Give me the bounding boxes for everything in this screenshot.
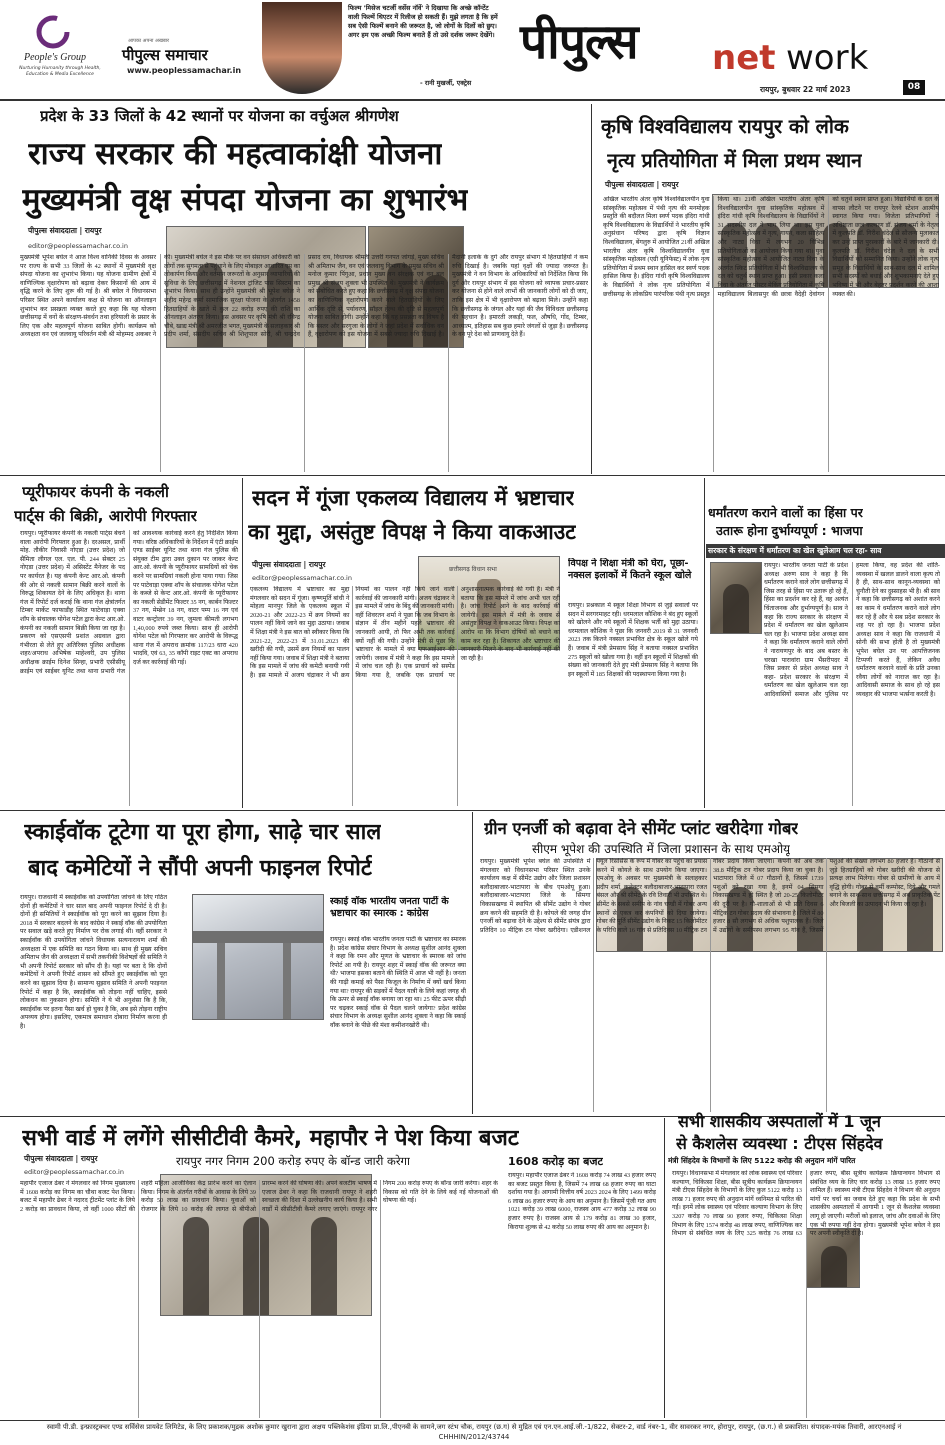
paper-tag: आपका अपना अखबार	[128, 38, 170, 44]
story6-body: रायपुर। राजधानी में स्काईवॉक को उपयोगिता जांचने के लिए गठित दोनों ही कमेटियों ने चार साल बाद अपनी फाइनल रिपोर्ट दे दी है। दोनों ही समितियों ने स्काईवॉक को पूरा करने का सुझाव दिया है। 2018 में सरकार बदलने के बाद कांग्रेस ने स्काई वॉक की उपयोगिता पर सवाल खड़े करते हुए निर्माण पर रोक लगाई थी। वहीं सरकार ने स्काईवॉक की उपयोगिता जांचने विधायक सत्यनारायण शर्मा की अध्यक्षता में एक समिति का गठन किया था। साथ ही मुख्य सचिव अमिताभ जैन की अध्यक्षता में सभी तकनीकी विशेषज्ञों की समिति ने भी अपनी रिपोर्ट सरकार को सौंप दी है। यहां पर बता दे कि दोनों कमेटियों ने अपनी रिपोर्ट शासन को सौंपते हुए स्काईवॉक को पूरा करने का सुझाव दिया है। सामान्य सुझाव समिति ने अपनी फाइनल रिपोर्ट में कहा है कि, स्काईवॉक को तोड़ना नहीं चाहिए, इससे लोकधन का नुकसान होगा। समिति ने ये भी अनुशंसा कि है कि, स्काईवॉक पर इतना पैसा खर्च हो चुका है कि, अब इसे तोड़ना राष्ट्रीय अपव्यय होगा। इसलिए, एकमात्र समाधान दोबारा निर्माण करना ही है।	[20, 894, 167, 1030]
brand-main: पीपुल्स	[520, 14, 638, 70]
masthead-divider	[0, 99, 945, 101]
story1-body: मुख्यमंत्री भूपेश बघेल ने आज विश्व वानिकी दिवस के अवसर पर राज्य के सभी 33 जिलों के 42 स्थानों में मुख्यमंत्री वृक्ष संपदा योजना का शुभारंभ किया। यह योजना ग्रामीण क्षेत्रों में वाणिज्यिक वृक्षारोपण को बढ़ावा देकर किसानों की आय में वृद्धि करने के लिए शुरू की गई है। श्री बघेल ने विधानसभा परिसर स्थित अपने कार्यालय कक्ष से योजना का ऑनलाइन शुभारंभ कर प्रसन्नता व्यक्त करते हुए कहा कि यह योजना छत्तीसगढ़ में वनों के संरक्षण-संवर्धन तथा हरियाली के प्रसार के लिए एक और महत्वपूर्ण योजना साबित होगी। कार्यक्रम को अध्यक्षता वन एवं जलवायु परिवर्तन मंत्री श्री मोहम्मद अकबर ने की। मुख्यमंत्री बघेल ने इस मौके पर वन संसाधन अधिकारी को लोगों तक सुगमता से पहुंचाने के लिए मोबाइल आधारित एप का लोकार्पण किया और वर्तमान जरूरतों के अनुसार व्यापारियों की सुविधा के लिए छत्तीसगढ़ में नेशनल ट्रांजिट पास सिस्टम का शुभारंभ किया। साथ ही उन्होंने मुख्यमंत्री श्री भूपेश बघेल ने शहीद महेन्द्र कर्मा सामाजिक सुरक्षा योजना के अंतर्गत 1458 हितग्राहियों के खाते में कुल 22 करोड़ रुपए की राशि का ऑनलाइन अंतरण किया। इस अवसर पर कृषि मंत्री श्री रविन्द्र चौबे, खाद्य मंत्री श्री अमरजीत भगत, मुख्यमंत्री के सलाहकार श्री प्रदीप शर्मा, संसदीय सचिव श्री शिशुपाल सोरी, श्री चन्द्रदेव प्रसाद राय, विधायक श्रीमती उत्तरी गनपत जांगड़े, मुख्य सचिव श्री अमिताभ जैन, वन एवं जलवायु विभाग के प्रमुख सचिव श्री मनोज कुमार पिंगुआ, प्रधान मुख्य वन संरक्षक एवं वन बल प्रमुख श्री संजय शुक्ला भी उपस्थित थे। मुख्यमंत्री ने कार्यक्रम को संबोधित करते हुए कहा कि छत्तीसगढ़ में वृक्ष संपदा योजना का वाणिज्यिक वृक्षारोपण करने वाले हितग्राहियों के लिए आर्थिक दृष्टि से, पर्यावरण, सॉइल हेल्थ की दृष्टि से महत्वपूर्ण योजना साबित होगी। उन्होंने कहा कि यह प्रसन्नता का विषय है कि बस्तर और सरगुजा के लोगों ने जहां प्रदेश में सर्वाधिक वन हैं, वृक्षारोपण को इस योजना में सबसे ज्यादा रुचि दिखाई है। मैदानी इलाके के दुर्ग और रायपुर संभाग में हितग्राहियों ने कम रुचि दिखाई है। जबकि यहां वृक्षों की ज्यादा जरूरत है। मुख्यमंत्री ने वन विभाग के अधिकारियों को निर्देशित किया कि दुर्ग और रायपुर संभाग में इस योजना को व्यापक प्रचार-प्रसार कर योजना से होने वाले लाभों की जानकारी लोगों को दी जाए, ताकि इस क्षेत्र में भी वृक्षारोपण को बढ़ावा मिले। उन्होंने कहा कि छत्तीसगढ़ के जंगल और यहां की जैव विविधता छत्तीसगढ़ की पहचान है। इमारती लकड़ी, फल, औषधि, गोंद, टिम्बर, आध्यात्म, इतिहास सब कुछ हमारे जंगलों से जुड़ा है। छत्तीसगढ़ के वन पूरे देश को प्राणवायु देते हैं।	[20, 254, 588, 339]
dateline: रायपुर, बुधवार 22 मार्च 2023	[760, 85, 851, 94]
story1-email: editor@peoplessamachar.co.in	[28, 242, 128, 250]
peoples-group-logo	[35, 14, 71, 50]
story-purifier-arrest	[0, 478, 240, 808]
story5-portrait	[710, 562, 762, 634]
story8-byline: पीपुल्स संवाददाता | रायपुर	[24, 1154, 98, 1163]
story-tree-scheme	[0, 102, 590, 474]
paper-name: पीपुल्स समाचार	[122, 46, 208, 64]
masthead	[0, 0, 945, 100]
story2-headline-2: नृत्य प्रतियोगिता में मिला प्रथम स्थान	[607, 149, 862, 172]
story5-headline-1: धर्मांतरण कराने वालों का हिंसा पर	[708, 505, 863, 520]
story7-body: रायपुर। मुख्यमंत्री भूपेश बघेल की उपस्थिति में मंगलवार को विधानसभा परिसर स्थित उनके कार्यालय कक्ष में सीमेंट उद्योग और जिला प्रशासन बलौदाबाजार-भाटापारा के बीच एमओयू हुआ। बलौदाबाजार-भाटापारा जिले के सिमगा विकासखण्ड में स्थापित श्री सीमेंट उद्योग ने गोबर क्रय करने की सहमति दी है। कोयले की जगह ग्रीन एनर्जी को बढ़ावा देने के उद्देश्य से सीमेंट संयंत्र द्वारा प्रतिदिन 10 मीट्रिक टन गोबर खरीदेगा। एडीशनल फ्यूल रिसोर्सेस के रूप में गोबर का पहुंचे का प्रयास करने में कोयले के साथ उपयोग किया जाएगा। एमओयू के अवसर पर मुख्यमंत्री के सलाहकार प्रदीप शर्मा, कलेक्टर बलौदाबाजार-भाटापारा रजत बंसल और श्री सीमेंट के रवि तिवारी भी उपस्थित थे। सीमेंट के सबसे समीप के नांव चण्डी में गोबर अन्य स्थानों से एकत्र कर कंपनियों को दिया जायेगा। गोबर की पूर्ति सीमेंट उद्योग के निकट 15 किलोमीटर के परिधि वाले 16 गांव से प्रतिदिवस 10 मीट्रिक टन गोबर प्रदाय किया जाएगा। कंपनी को अब तक 38.8 मीट्रिक टन गोबर प्रदाय किया जा चुका है। भाटापारा जिले में 07 गौठानों है, जिसमें 1739 पशुओं को रखा गया है, इनमें 04 सिमगा विकासखण्ड में हो स्थित है जो 20-25 किलोमीटर की दूरी पर है। गौ-शालाओं से भी प्रति दिवस 6 मीट्रिक टन गोबर प्रदाय की संभावना है। जिले में 80 हजार 8 सौ लगभग से अधिक पशुपालक हैं। जिले में उद्योगों के समीपस्थ लगभग 95 गांव हैं, जिसमें पशुओं की संख्या लगभग 80 हजार है। गौठानों से जुड़े हितग्राहियों को गोबर खरीदी की योजना से प्रत्यक्ष लाभ मिलेगा। गोबर से ग्रामीणों के आय में वृद्धि होगी। गोबर से वर्मी कम्पोस्ट, दिये और गमले बनाने के साथ-साथ छत्तीसगढ़ में अब प्राकृतिक पेंट और बिजली का उत्पादन भी किया जा रहा है।	[480, 858, 940, 934]
story2-byline: पीपुल्स संवाददाता | रायपुर	[605, 180, 679, 189]
story-cement-dung	[474, 812, 945, 1114]
story9-headline-1: सभी शासकीय अस्पतालों में 1 जून	[678, 1112, 881, 1131]
story5-subhead: सरकार के संरक्षण में धर्मांतरण का खेल खुलेआम चल रहा- साव	[706, 544, 945, 558]
story7-headline: ग्रीन एनर्जी को बढ़ावा देने सीमेंट प्लांट खरीदेगा गोबर	[484, 819, 799, 838]
section-divider-1	[0, 475, 945, 476]
story3-body: रायपुर। प्यूरीफायर कंपनी के नकली पार्ट्स बेचने वाला आरोपी गिरफ्तार हुआ है। दरअसल, प्रार्थी मोह. तौकीर निवासी नोएडा (उत्तर प्रदेश) जो सैमिता लीगल एल. एल. पी. 244 सेक्टर 25 नोएडा (उत्तर प्रदेश) में असिस्टेंट मैनेजर के पद पर कार्यरत है। यह कंपनी केन्ट आर.ओ. कंपनी की ओर से नकली सामान बिक्री करने वालों के विरुद्ध शिकायत देने के लिए अधिकृत है। थाना गंज में रिपोर्ट दर्ज कराई कि थाना गंज क्षेत्रांतर्गत टिम्बर मार्केट फाफाडीह स्थित फाटेवाड़ा एक्वा शॉप के संचालक योगेश पटेल द्वारा केन्ट आर.ओ. कंपनी का नकली सामान बिक्री किया जा रहा है। प्रकरण को एसएसपी प्रशांत अग्रवाल द्वारा गंभीरता से लेते हुए अतिरिक्त पुलिस अधीक्षक शहर/अपराध अभिषेक माहेश्वरी, उप पुलिस अधीक्षक क्राईम दिनेश सिन्हा, प्रभारी एसीसीयू क्राईम एवं साईबर यूनिट तथा थाना प्रभारी गंज को आवश्यक कार्रवाई करने हेतु निर्देशित किया गया। वरिष्ठ अधिकारियों के निर्देशन में एंटी क्राईम एण्ड साईबर यूनिट तथा थाना गंज पुलिस की संयुक्त टीम द्वारा उक्त दुकान पर जाकर केन्ट आर.ओ. कंपनी के प्यूरीफायर सामग्रियों को चेक करने पर सामग्रियां नकली होना पाया गया। जिस पर पाटेवाड़ा एक्वा शॉप के संचालक योगेश पटेल के कब्जे से केन्ट आर.ओ. कंपनी के प्यूरीफायर का नकली सेडीमेंट फिल्टर 35 नग, कार्बन फिल्टर 37 नग, मेम्ब्रेन 18 नग, वाटर पम्प 16 नग एवं वाटर कन्ट्रोलर 39 नग, जुमला कीमती लगभग 1,40,000 रुपये जब्त किया। साथ ही आरोपी योगेश पटेल को गिरफ्तार कर आरोपी के विरूद्ध थाना गंज में अपराध क्रमांक 117/23 धारा 420 भादवि, एवं 63, 35 कॉपी राइट एक्ट का अपराध दर्ज कर कार्रवाई की गई।	[20, 530, 238, 675]
story3-headline-2: पार्ट्स की बिक्री, आरोपी गिरफ्तार	[14, 507, 197, 525]
group-tagline: Nurturing Humanity through Health, Education & Media Excellence	[19, 66, 101, 77]
vertical-divider-top	[591, 104, 592, 474]
footer-imprint: स्वामी पी.डी. इन्फ्रास्ट्रक्चर एण्ड सर्विसेस प्रायवेट लिमिटेड, के लिए प्रकाशक/मुद्रक अशोक कुमार खुराना द्वारा अक्षय पब्लिकेशंस इंडिया प्रा.लि.,पीएनबी के सामने,जग स्टंभ चौक, रायपुर (छ.ग) से मुद्रित एवं एन.एन.आई.जी.-1/822, सेक्टर-2, वार्ड नंबर-1, वीर सावरकर नगर, होरापुर, रायपुर, (छ.ग.) से प्रकाशित। संपादक-मयंक तिवारी, आरएनआई नं CHHHIN/2012/43744	[46, 1423, 902, 1441]
story5-headline-2: उतारू होना दुर्भाग्यपूर्ण : भाजपा	[716, 523, 863, 538]
story1-headline-1: राज्य सरकार की महत्वाकांक्षी योजना	[28, 136, 443, 172]
story5-body: रायपुर। भारतीय जनता पार्टी के प्रदेश अध्यक्ष अरुण साव ने कहा है कि धर्मांतरण कराने वाले लोग छत्तीसगढ़ में जिस तरह से हिंसा पर उतारू हो रहे हैं, हिंसा का प्रदर्शन कर रहे हैं, वह अत्यंत चिंताजनक और दुर्भाग्यपूर्ण है। साव ने कहा कि राज्य सरकार के संरक्षण में प्रदेश में धर्मांतरण का खेल खुलेआम चल रहा है। भाजपा प्रदेश अध्यक्ष साव ने कहा कि धर्मांतरण कराने वाले लोगों ने नारायणपुर के बाद अब बस्तर के चरखा पारावांरा ग्राम भैंसरीपदर में जिस प्रकार से प्रदेश अध्यक्ष साव ने कहा- प्रदेश सरकार के संरक्षण में धर्मांतरण का खेल खुलेआम चल रहा आदिवासियों समाज और पुलिस पर हमला किया, वह प्रदेश की शांति-व्यवस्था में खलल डालने वाला कृत्य तो है ही, साथ-साथ कानून-व्यवस्था को चुनौती देने का दुस्साहस भी है। श्री साव ने कहा कि छत्तीसगढ़ को अशांत करने का काम ये धर्मांतरण कराने वाले लोग कर रहे हैं और ये सब प्रदेश सरकार के शह पर हो रहा है। भाजपा प्रदेश अध्यक्ष साव ने कहा कि राजधानी में सोनी की सभा होती है तो मुख्यमंत्री भूपेश बघेल उन पर आपत्तिजनक टिप्पणी करते हैं, लेकिन अवैध धर्मांतरण करवाने वालों के प्रति उनका रवैया लोगों को नाराज कर रहा है। आदिवासी समाज के साथ हो रहे इस व्यवहार की भाजपा भर्त्सना करती है।	[764, 562, 940, 698]
quote-text: फिल्म 'मिसेज चटर्जी वर्सेस नॉर्वे' ने दिखाया कि अच्छे कॉन्टेंट वाली फिल्में थिएटर में रिलीज हो सकती हैं। मुझे लगता है कि हमें सब ऐसी फिल्में बनाने की जरूरत है, जो लोगों के दिलों को छुए। अगर हम एक अच्छी फिल्म बनाते हैं तो उसे दर्शक जरूर देखेंगे।	[348, 4, 498, 39]
story4-photo-caption: छत्तीसगढ़ विधान सभा	[449, 566, 497, 573]
footer-divider	[0, 1420, 945, 1421]
section-divider-2	[0, 810, 945, 811]
story3-headline-1: प्यूरीफायर कंपनी के नकली	[22, 483, 169, 501]
story6-headline-2: बाद कमेटियों ने सौंपी अपनी फाइनल रिपोर्ट	[28, 856, 372, 881]
story6-headline-1: स्काईवॉक टूटेगा या पूरा होगा, साढ़े चार साल	[24, 820, 382, 845]
story2-headline-1: कृषि विश्वविद्यालय रायपुर को लोक	[601, 115, 849, 138]
quote-portrait	[262, 2, 342, 94]
vertical-divider-mid-2	[704, 478, 705, 808]
story9-headline-2: से कैशलेस व्यवस्था : टीएस सिंहदेव	[676, 1134, 883, 1153]
brand-net: net	[712, 38, 776, 78]
story4-side-body: रायपुर। प्रश्नकाल में स्कूल शिक्षा विभाग से जुड़े सवालों पर सदन में सरगरमाहट रही। धरमलाल कौशिक ने बंद हुए स्कूलों को खोलने और नये स्कूलों में शिक्षक भर्ती को मुद्दा उठाया। धरमलाल कौशिक ने पूछा कि जनवरी 2019 से 31 जनवरी 2023 तक कितने नक्सल प्रभावित क्षेत्र के स्कूल खोले गये हैं। जवाब में मंत्री प्रेमसाय सिंह ने बताया नक्सल प्रभावित 275 स्कूलों को खोला गया है। वहीं इन स्कूलों में शिक्षकों की संख्या को जानकारी देते हुए मंत्री प्रेमसाय सिंह ने बताया कि इन स्कूलों में 185 शिक्षकों की पदस्थापना किया गया है।	[568, 602, 698, 678]
story-raipur-budget	[0, 1118, 662, 1420]
story8-headline: सभी वार्ड में लगेंगे सीसीटीवी कैमरे, महापौर ने पेश किया बजट	[22, 1126, 519, 1151]
story1-headline-2: मुख्यमंत्री वृक्ष संपदा योजना का शुभारंभ	[22, 182, 469, 218]
vertical-divider-mid-1	[242, 478, 243, 808]
vertical-divider-lower	[472, 812, 473, 1114]
story8-email: editor@peoplessamachar.co.in	[24, 1168, 124, 1176]
story4-byline: पीपुल्स संवाददाता | रायपुर	[252, 560, 326, 569]
story8-subhead: रायपुर नगर निगम 200 करोड़ रुपए के बॉन्ड जारी करेगा	[176, 1154, 410, 1168]
vertical-divider-bottom	[664, 1118, 665, 1418]
story-agri-university	[595, 102, 945, 474]
story4-side-headline: विपक्ष ने शिक्षा मंत्री को घेरा, पूछा-नक्सल इलाकों में कितने स्कूल खोले	[568, 558, 692, 581]
story8-side-body: रायपुर। महापौर एजाज ढेबर ने 1608 करोड़ 74 लाख 43 हजार रुपए का बजट प्रस्तुत किया है, जिसमें 74 लाख 68 हजार रुपए का घाटा दर्शाया गया है। आगामी वित्तीय वर्ष 2023 2024 के लिए 1499 करोड़ 6 लाख 86 हजार रुपए के आय का अनुमान है। जिसमें पूंजी गत आय 1021 करोड़ 39 लाख 6000, राजस्व आय 477 करोड़ 32 लाख 90 हजार रुपए है। राजस्व आय से 179 करोड़ 81 लाख 30 हजार, किराया शुल्क से 42 करोड़ 50 लाख रुपए की आय का अनुमान है।	[508, 1172, 656, 1231]
story-eklavya-walkout	[244, 478, 702, 808]
story1-byline: पीपुल्स संवाददाता | रायपुर	[28, 226, 102, 235]
story9-body: रायपुर। विधानसभा में मंगलवार को लोक स्वास्थ्य एवं परिवार कल्याण, चिकित्सा शिक्षा, बीस सूत्रीय कार्यक्रम क्रियान्वयन मंत्री टीएस सिंहदेव के विभागों के लिए कुल 5122 करोड़ 13 लाख 71 हजार रुपए की अनुदान मांगें ध्वनिमत से पारित की गईं। इनमें लोक स्वास्थ्य एवं परिवार कल्याण विभाग के लिए 3207 करोड़ 70 लाख 90 हजार रुपए, चिकित्सा शिक्षा विभाग के लिए 1574 करोड़ 48 लाख रुपए, वाणिज्यिक कर विभाग से संबंधित व्यय के लिए 325 करोड़ 76 लाख 63 हजार रुपए, बीस सूत्रीय कार्यक्रम क्रियान्वयन विभाग से संबंधित व्यय के लिए चार करोड़ 13 लाख 15 हजार रुपए शामिल हैं। स्वास्थ्य मंत्री टीएस सिंहदेव ने विभाग की अनुदान मांगों पर चर्चा का जवाब देते हुए कहा कि प्रदेश के सभी शासकीय अस्पतालों में आगामी 1 जून से कैशलेस व्यवस्था लागू हो जाएगी। मरीजों को इलाज, जांच और दवाओं के लिए एक भी रुपया नहीं देना होगा। मुख्यमंत्री भूपेश बघेल ने इस पर अपनी स्वीकृति दी है।	[672, 1170, 940, 1238]
story6-side-body: रायपुर। स्काई वॉक भारतीय जनता पार्टी के भ्रष्टाचार का स्मारक है। प्रदेश कांग्रेस संचार विभाग के अध्यक्ष सुशील आनंद शुक्ला ने कहा कि रमन और मूणत के भ्रष्टाचार के स्मारक को जांच रिपोर्ट आ गयी है। रायपुर शहर में स्काई वॉक की जरूरत क्या थी? भाजपा इसका बताने की स्थिति में आज भी नहीं है। जनता की गाढ़ी कमाई को पैसा फिजूल के निर्माण में क्यों खर्च किया गया था? रायपुर की सड़कों में पैदल यात्री के लिये कहां जगह थी कि ऊपर से स्काई वॉक बनाया जा रहा था। 25 फीट ऊपर सीढ़ी पर चढ़कर स्काई वॉक से पैदल चलने जायेगा? प्रदेश कांग्रेस संचार विभाग के अध्यक्ष सुशील आनंद शुक्ला ने कहा कि स्काई वॉक बनाने के पीछे की मंशा कमीशनखोरी थी।	[330, 936, 466, 1029]
story2-body: अखिल भारतीय अंतर कृषि विश्वविद्यालयीन युवा सांस्कृतिक महोत्सव में पंथी नृत्य की मनमोहक प्रस्तुति की बदौलत मिला स्वर्ण पदक इंदिरा गांधी कृषि विश्वविद्यालय के विद्यार्थियों ने भारतीय कृषि अनुसंधान परिषद द्वारा कृषि विज्ञान विश्वविद्यालय, बेंगलुरु में आयोजित 21वीं अखिल भारतीय अंतर कृषि विश्वविद्यालयीन युवा सांस्कृतिक महोत्सव (एग्री यूनिफेस्ट) में लोक नृत्य प्रतियोगिता में प्रथम स्थान हासिल कर स्वर्ण पदक हासिल किया है। इंदिरा गांधी कृषि विश्वविद्यालय के विद्यार्थियों ने लोक नृत्य प्रतियोगिता में छत्तीसगढ़ के लोकप्रिय पारंपरिक पंथी नृत्य प्रस्तुत किया था। 21वीं अखिल भारतीय अंतर कृषि विश्वविद्यालयीन युवा सांस्कृतिक महोत्सव में इंदिरा गांधी कृषि विश्वविद्यालय के विद्यार्थियों ने 31 सदस्यीय दल ने भाग लिया था। इस युवा सांस्कृतिक महोत्सव में नृत्य, गायन, कला साहित्य और नाट्य विधा में लगभग 20 विभिन्न प्रतियोगिताओं का आयोजन किया गया था। युवा सांस्कृतिक महोत्सव में आयोजित नाट्य विधा के अंतर्गत स्किट प्रतियोगिता में भी विश्वविद्यालय के दल को चतुर्थ स्थान प्राप्त हुआ। इसी प्रकार कला विधा के अंतर्गत पोस्टर मेकिंग प्रतियोगिता में कृषि महाविद्यालय बिलासपुर की छात्रा वैदेही देवांगन को चतुर्थ स्थान प्राप्त हुआ। विद्यार्थियों के दल के वापस लौटने पर रायपुर रेलवे स्टेशन आत्मीय स्वागत किया गया। विजेता प्रतिभागियों ने अधिष्ठाता छात्र कल्याण डॉ. संजय शर्मा के नेतृत्व में कुलपति डॉ. गिरीश चंदेल से सौजन्य मुलाकात कर उन्हें प्राप्त पुरस्कारों के बारे में जानकारी दी। कुलपति डॉ. गिरीश चंदेल ने दल के सभी विद्यार्थियों को सम्मानित किया। उन्होंने लोक नृत्य समूह के विद्यार्थियों के साथ-साथ दल में शामिल सभी सदस्यों को बधाई और शुभकामनाएं देते हुए भविष्य में भी और बेहतर प्रदर्शन करने की आशा व्यक्त की।	[603, 196, 939, 298]
page-number: 08	[903, 80, 925, 95]
story1-kicker: प्रदेश के 33 जिलों के 42 स्थानों पर योजना का वर्चुअल श्रीगणेश	[40, 107, 399, 125]
quote-author: - रानी मुखर्जी, एक्ट्रेस	[420, 79, 472, 87]
story6-side-headline: स्काई वॉक भारतीय जनता पार्टी के भ्रष्टाचार का स्मारक : कांग्रेस	[330, 896, 449, 919]
story8-side-headline: 1608 करोड़ का बजट	[508, 1155, 604, 1168]
story-cashless-hospitals	[666, 1108, 945, 1420]
group-name: People's Group	[24, 52, 87, 63]
story4-headline-2: का मुद्दा, असंतुष्ट विपक्ष ने किया वाकआउट	[248, 520, 576, 544]
story4-body: एकलव्य विद्यालय में भ्रष्टाचार का मुद्दा मंगलवार को सदन में गूंजा। कृष्णमूर्ति बांधी ने मोहला मानपुर जिले के एकलव्य स्कूल में 2020-21 और 2022-23 में क्रय नियमों का पालन नहीं किये जाने का मुद्दा उठाया। जवाब में शिक्षा मंत्री ने इस बात को स्वीकार किया कि 2021-22, 2022-23 में 31.01.2023 की खरीदी की गयी, उसमें क्रय नियमों का पालन नहीं किया गया। जवाब में शिक्षा मंत्री ने बताया कि इस मामले में जांच की कमेटी बनायी गयी है। इस मामले में अजय चंद्राकर ने भी क्रय नियमों का पालन नहीं किये जाने वाली कार्रवाई की जानकारी मांगी। अजय चंद्राकर ने इस मामले में जांच के बिंदु की जानकारी मांगी। वहीं शिवरतन शर्मा ने पूछा कि जब विभाग के संज्ञान में तीन महीने पहले भ्रष्टाचार की जानकारी आयी, तो फिर अभी तक कार्रवाई क्यों नहीं की गयी। उन्होंने मंत्री से पूछा कि भ्रष्टाचार के मामले में क्या एफआईआर की जायेगी। जवाब में मंत्री ने कहा कि इस मामले में जांच चल रही है। एक प्राचार्य को सस्पेंड किया गया है, जबकि एक प्राचार्य पर अनुशासनात्मक कार्रवाई की गयी है। मंत्री ने बताया कि इस मामले में जांच अभी चल रही है। जांच रिपोर्ट आने के बाद कार्रवाई की जायेगी। इस मामले में मंत्री के जवाब से असंतुष्ट विपक्ष ने वाकआउट किया। विपक्ष का आरोप था कि विभाग दोषियों को बचाने का काम कर रहा है। शिकायत और भ्रष्टाचार की जानकारी मिलने के बाद भी कार्रवाई नहीं की जा रही है।	[250, 586, 560, 679]
website: www.peoplessamachar.in	[127, 66, 242, 75]
story4-headline-1: सदन में गूंजा एकलव्य विद्यालय में भ्रष्टाचार	[252, 486, 575, 510]
story8-body: महापौर एजाज ढेबर ने मंगलवार को निगम मुख्यालय में 1608 करोड़ का निगम का चौथा बजट पेश किया। बजट में महापौर ढेबर ने नदारद ट्रीटमेंट प्लांट के लिये 2 करोड़ का प्रावधान किया, तो वहीं 1000 सीटों की शहरी महिला आजीविका केंद्र प्रारंभ करने का ऐलान किया। निगम के अंतर्गत गरीबों के आवास के लिये 39 करोड़ 50 लाख का प्रावधान किया। युवाओं को रोजगार के लिये 10 करोड़ की लागत से बीपीओ प्रारम्भ करने की घोषणा की। अपने बजटीय भाषण में एजाज ढेबर ने कहा कि राजधानी रायपुर ने शहरी स्वच्छता की दिशा में उल्लेखनीय कार्य किया है। सभी वार्डों में सीसीटीवी कैमरे लगाए जाएंगे। रायपुर नगर निगम 200 करोड़ रुपए के बॉन्ड जारी करेगा। शहर के विकास को गति देने के लिये कई नई योजनाओं की घोषणा की गई।	[20, 1180, 498, 1213]
story7-subhead: सीएम भूपेश की उपस्थिति में जिला प्रशासन के साथ एमओयू	[532, 842, 791, 856]
story-conversion-bjp	[706, 478, 945, 808]
story9-subhead: मंत्री सिंहदेव के विभागों के लिए 5122 करोड़ की अनुदान मांगें पारित	[668, 1156, 856, 1165]
story4-email: editor@peoplessamachar.co.in	[252, 574, 352, 582]
brand-work: work	[786, 38, 869, 78]
story-skywalk	[0, 812, 470, 1114]
